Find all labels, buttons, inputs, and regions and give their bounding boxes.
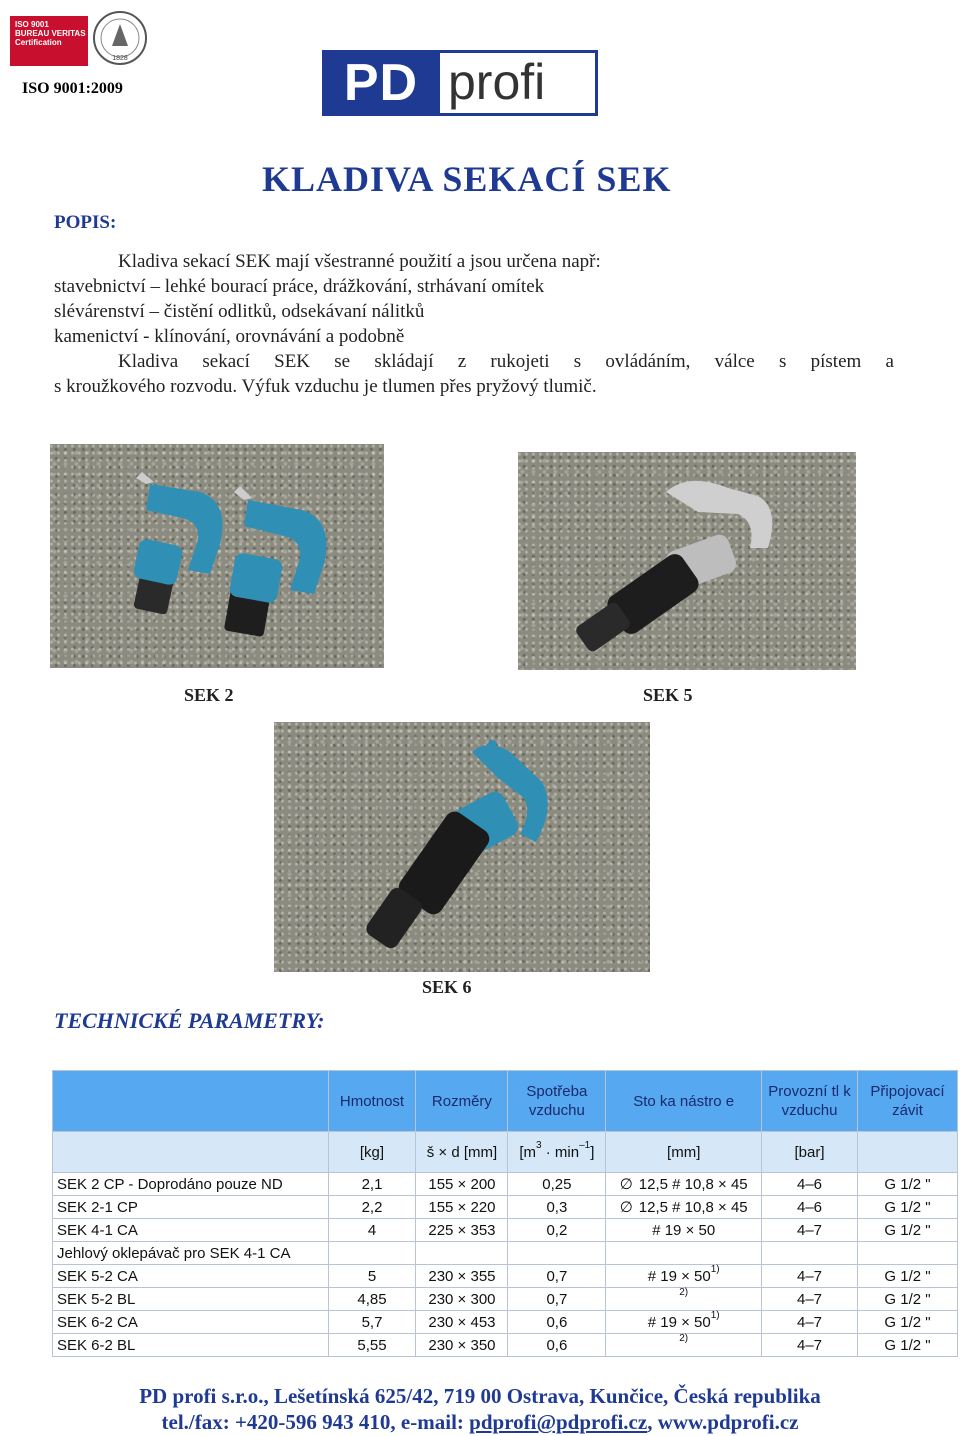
cell-thread — [857, 1242, 957, 1265]
cell-pressure: 4–7 — [762, 1219, 858, 1242]
table-header-row — [53, 1071, 958, 1132]
cell-dimensions: 230 × 300 — [416, 1288, 508, 1311]
table-row — [53, 1219, 958, 1242]
cell-dimensions: 155 × 220 — [416, 1196, 508, 1219]
unit-kg: [kg] — [328, 1132, 416, 1173]
cell-dimensions: 230 × 355 — [416, 1265, 508, 1288]
table-row — [53, 1265, 958, 1288]
shank-value: 12,5 # 10,8 × 45 — [638, 1176, 748, 1193]
table-units-row — [53, 1132, 958, 1173]
unit-thread-blank — [857, 1132, 957, 1173]
footnote-ref: 1) — [710, 1309, 720, 1321]
header-rozmery: Rozměry — [416, 1071, 508, 1132]
cell-pressure: 4–7 — [762, 1334, 858, 1357]
shank-value: 12,5 # 10,8 × 45 — [638, 1199, 748, 1216]
bureau-veritas-seal-icon — [92, 8, 148, 70]
cell-thread: G 1/2 " — [857, 1173, 957, 1196]
cell-thread: G 1/2 " — [857, 1288, 957, 1311]
cell-air-consumption: 0,7 — [508, 1265, 606, 1288]
cell-dimensions: 230 × 453 — [416, 1311, 508, 1334]
cell-dimensions: 155 × 200 — [416, 1173, 508, 1196]
cell-air-consumption — [508, 1242, 606, 1265]
footer-tel: tel./fax: +420-596 943 410, e-mail: — [161, 1410, 470, 1434]
cell-thread: G 1/2 " — [857, 1311, 957, 1334]
description-line: kamenictví - klínování, orovnávání a podobně — [54, 326, 405, 347]
header-provozni: Provozní tl k vzduchu — [762, 1071, 858, 1132]
certification-badge — [10, 16, 88, 66]
unit-air-consumption — [508, 1132, 606, 1173]
footer-sep: , — [647, 1410, 658, 1434]
description-line: Kladiva sekací SEK se skládají z rukojeti s ovládáním, válce s pístem a — [118, 351, 894, 372]
unit-min-sup: –1 — [579, 1139, 591, 1151]
shank-value: # 19 × 50 — [652, 1221, 716, 1239]
unit-dimensions: š × d [mm] — [416, 1132, 508, 1173]
cell-shank — [606, 1334, 762, 1357]
logo-profi: profi — [440, 50, 598, 116]
cell-dimensions — [416, 1242, 508, 1265]
bureau-veritas-certification-logo — [10, 8, 148, 70]
photo-sek2 — [50, 444, 384, 668]
table-row — [53, 1334, 958, 1357]
caption-sek5: SEK 5 — [643, 685, 693, 705]
page-title: KLADIVA SEKACÍ SEK — [262, 159, 672, 199]
header-name-blank — [53, 1071, 329, 1132]
cell-name: SEK 2-1 CP — [53, 1196, 329, 1219]
shank-value: # 19 × 50 — [647, 1267, 711, 1285]
unit-m: [m — [519, 1143, 537, 1161]
iso-standard-label: ISO 9001:2009 — [22, 80, 123, 97]
hammer-1 — [132, 472, 222, 615]
shank-value: # 19 × 50 — [647, 1313, 711, 1331]
cell-weight: 5,55 — [328, 1334, 416, 1357]
cell-weight: 4 — [328, 1219, 416, 1242]
sek5-hammer-illustration — [518, 452, 856, 670]
cell-shank — [606, 1311, 762, 1334]
header-stopka: Sto ka nástro e — [606, 1071, 762, 1132]
cell-weight: 2,2 — [328, 1196, 416, 1219]
header-hmotnost: Hmotnost — [328, 1071, 416, 1132]
sek6-hammer-illustration — [274, 722, 650, 972]
cell-weight — [328, 1242, 416, 1265]
cell-weight: 5,7 — [328, 1311, 416, 1334]
table-row — [53, 1311, 958, 1334]
cell-dimensions: 230 × 350 — [416, 1334, 508, 1357]
cell-pressure: 4–7 — [762, 1265, 858, 1288]
cell-pressure: 4–7 — [762, 1311, 858, 1334]
cert-line-certification: Certification — [15, 38, 62, 47]
web-link[interactable]: www.pdprofi.cz — [657, 1410, 799, 1434]
technical-parameters-table — [52, 1070, 958, 1357]
cell-name: SEK 4-1 CA — [53, 1219, 329, 1242]
unit-bar: [bar] — [762, 1132, 858, 1173]
cell-pressure: 4–6 — [762, 1173, 858, 1196]
footer-contact — [0, 1410, 960, 1435]
cell-pressure — [762, 1242, 858, 1265]
caption-sek2: SEK 2 — [184, 685, 234, 705]
cert-line-iso: ISO 9001 — [15, 20, 49, 29]
table-row — [53, 1288, 958, 1311]
cell-shank — [606, 1265, 762, 1288]
footer-address: PD profi s.r.o., Lešetínská 625/42, 719 00 Ostrava, Kunčice, Česká republika — [139, 1384, 821, 1408]
cell-shank — [606, 1219, 762, 1242]
footnote-ref: 2) — [679, 1332, 689, 1344]
cell-shank — [606, 1173, 762, 1196]
cell-weight: 5 — [328, 1265, 416, 1288]
cell-name: SEK 2 CP - Doprodáno pouze ND — [53, 1173, 329, 1196]
cell-air-consumption: 0,3 — [508, 1196, 606, 1219]
unit-m3-sup: 3 — [536, 1139, 542, 1151]
cell-name: SEK 6-2 CA — [53, 1311, 329, 1334]
cell-name: Jehlový oklepávač pro SEK 4-1 CA — [53, 1242, 329, 1265]
cell-name: SEK 5-2 BL — [53, 1288, 329, 1311]
cell-thread: G 1/2 " — [857, 1219, 957, 1242]
cell-weight: 2,1 — [328, 1173, 416, 1196]
caption-sek6: SEK 6 — [422, 977, 472, 997]
cell-dimensions: 225 × 353 — [416, 1219, 508, 1242]
hammer-2 — [224, 486, 327, 637]
header-spotreba: Spotřeba vzduchu — [508, 1071, 606, 1132]
footnote-ref: 1) — [710, 1263, 720, 1275]
email-link[interactable]: pdprofi@pdprofi.cz — [469, 1410, 648, 1434]
cell-air-consumption: 0,6 — [508, 1334, 606, 1357]
cell-air-consumption: 0,2 — [508, 1219, 606, 1242]
table-row — [53, 1173, 958, 1196]
cell-pressure: 4–6 — [762, 1196, 858, 1219]
cell-shank — [606, 1196, 762, 1219]
table-row — [53, 1196, 958, 1219]
unit-mm: [mm] — [606, 1132, 762, 1173]
logo-pd: PD — [322, 50, 440, 116]
cell-pressure: 4–7 — [762, 1288, 858, 1311]
cell-thread: G 1/2 " — [857, 1265, 957, 1288]
technical-parameters-heading: TECHNICKÉ PARAMETRY: — [54, 1008, 325, 1033]
description-line: Kladiva sekací SEK mají všestranné použití a jsou určena např: — [118, 251, 601, 272]
header-pripojovaci: Připojovací závit — [857, 1071, 957, 1132]
cell-weight: 4,85 — [328, 1288, 416, 1311]
table-body — [53, 1173, 958, 1357]
unit-blank — [53, 1132, 329, 1173]
footnote-ref: 2) — [679, 1286, 689, 1298]
cell-shank — [606, 1288, 762, 1311]
cell-thread: G 1/2 " — [857, 1334, 957, 1357]
cell-air-consumption: 0,7 — [508, 1288, 606, 1311]
table-row — [53, 1242, 958, 1265]
description-line: slévárenství – čistění odlitků, odsekávaní nálitků — [54, 301, 425, 322]
cert-line-bv: BUREAU VERITAS — [15, 29, 86, 38]
unit-close: ] — [590, 1143, 595, 1161]
unit-min: · min — [541, 1143, 580, 1161]
cell-shank — [606, 1242, 762, 1265]
cell-name: SEK 5-2 CA — [53, 1265, 329, 1288]
description-line: stavebnictví – lehké bourací práce, drážkování, strhávaní omítek — [54, 276, 545, 297]
description — [54, 249, 894, 399]
cell-thread: G 1/2 " — [857, 1196, 957, 1219]
description-line: s kroužkového rozvodu. Výfuk vzduchu je tlumen přes pryžový tlumič. — [54, 376, 597, 397]
popis-label: POPIS: — [54, 212, 117, 233]
sek2-hammer-illustration — [50, 444, 384, 668]
photo-sek6 — [274, 722, 650, 972]
cell-name: SEK 6-2 BL — [53, 1334, 329, 1357]
svg-text:1828: 1828 — [112, 55, 128, 62]
diameter-icon: ∅ — [619, 1199, 633, 1216]
photo-sek5 — [518, 452, 856, 670]
diameter-icon: ∅ — [619, 1176, 633, 1193]
pd-profi-logo — [322, 50, 598, 116]
cell-air-consumption: 0,6 — [508, 1311, 606, 1334]
cell-air-consumption: 0,25 — [508, 1173, 606, 1196]
